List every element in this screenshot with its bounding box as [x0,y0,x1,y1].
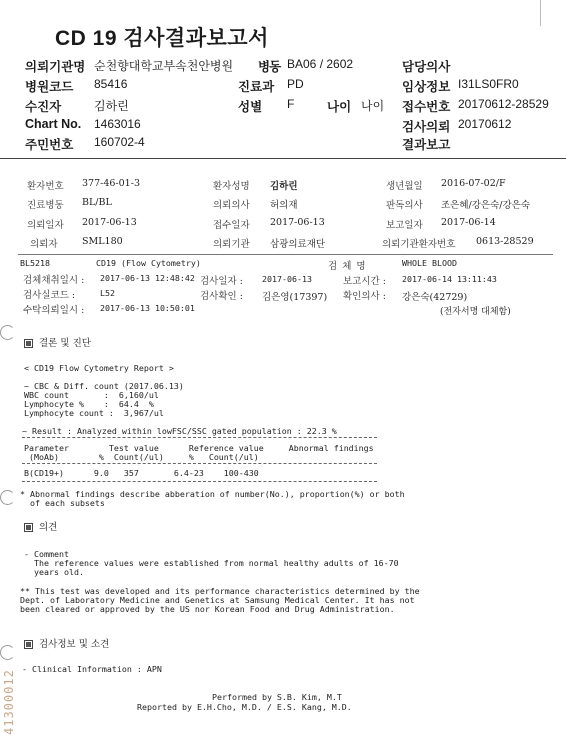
cbc-title: ~ CBC & Diff. count (2017.06.13) [24,381,184,391]
patient-label: 의뢰기관 [213,239,250,250]
header-divider [0,158,566,159]
patient-label: 보고일자 [386,220,423,231]
header-value: 20170612-28529 [458,97,549,111]
header-value: 160702-4 [94,135,145,149]
header-label: 검사의뢰 [402,120,451,134]
disclaimer-line: been cleared or approved by the US nor Korean Food and Drug Administration. [20,604,395,614]
table-row: B(CD19+) 9.0 357 6.4-23 100-430 [24,468,259,478]
abnormal-note: * Abnormal findings describe abberation of number(No.), proportion(%) or both [20,489,405,499]
comment-title: - Comment [24,549,69,559]
specimen-label: 검 체 명 [328,261,367,272]
exam-value: 강은숙(42729) [402,292,468,303]
header-label: 임상정보 [402,80,451,94]
patient-label: 환자성명 [213,181,250,192]
header-value: 1463016 [94,117,141,131]
header-label: 접수번호 [402,100,451,114]
report-title: CD 19 검사결과보고서 [55,27,269,50]
patient-value: 377-46-01-3 [82,178,140,189]
exam-info-section-title: 검사정보 및 소견 [24,636,109,650]
patient-value: 0613-28529 [476,236,534,247]
patient-label: 생년월일 [386,181,423,192]
header-label: 성별 [238,100,263,114]
table-rule [22,481,377,482]
cbc-line: Lymphocyte % : 64.4 % [24,399,154,409]
header-value: 김하린 [94,99,129,113]
patient-label: 진료병동 [27,200,64,211]
exam-value: 2017-06-14 13:11:43 [402,274,497,284]
abnormal-note: of each subsets [20,498,105,508]
patient-value: 2017-06-14 [441,217,496,228]
exam-value: 2017-06-13 12:48:42 [100,273,195,283]
table-header: Parameter Test value Reference value Abnormal findings [24,443,374,453]
exam-value: 2017-06-13 10:50:01 [100,303,195,313]
header-label: 병원코드 [25,80,74,94]
patient-label: 의뢰자 [30,239,58,250]
table-header: (MoAb) % Count(/ul) % Count(/ul) [24,452,259,462]
binder-hole [0,645,15,660]
patient-value: 2016-07-02/F [441,178,506,189]
cbc-line: WBC count : 6,160/ul [24,390,159,400]
disclaimer-line: ** This test was developed and its performance characteristics determined by the [20,586,420,596]
binder-hole [0,325,15,340]
patient-label: 환자번호 [27,181,64,192]
table-rule [22,463,377,464]
exam-name: CD19 (Flow Cytometry) [96,258,201,268]
header-value: PD [287,77,304,91]
comment-text: The reference values were established from normal healthy adults of 16-70 [24,558,399,568]
patient-value: 2017-06-13 [270,217,325,228]
specimen-value: WHOLE BLOOD [402,258,457,268]
findings-section-title: 결론 및 진단 [24,335,91,349]
header-label: 나이 [327,100,352,114]
section-bullet-icon [24,339,33,348]
signature-note: (전자서명 대체함) [440,307,511,317]
header-value: I31LS0FR0 [458,77,519,91]
patient-label: 의뢰일자 [27,220,64,231]
table-rule [22,437,377,438]
cbc-line: Lymphocyte count : 3,967/ul [24,408,164,418]
patient-label: 의뢰기관환자번호 [382,239,456,250]
exam-value: 김은영(17397) [262,292,328,303]
result-line: ~ Result : Analyzed within lowFSC/SSC gated population : 22.3 % [22,426,337,436]
patient-value: 2017-06-13 [82,217,137,228]
exam-value: 2017-06-13 [262,274,312,284]
clinical-info: - Clinical Information : APN [22,664,162,674]
header-value: 나이 [361,99,385,113]
header-label: 병동 [258,60,281,74]
patient-value: 조은혜/강은숙/강은숙 [441,200,530,211]
opinion-section-title: 의견 [24,519,57,533]
binder-hole [0,490,15,505]
side-code: 41300012 [2,669,16,735]
patient-value: SML180 [82,236,123,247]
exam-label: 확인의사 : [343,291,386,302]
header-label: 의뢰기관명 [25,60,86,74]
patient-value: 김하린 [270,181,298,192]
exam-code: BL5218 [20,258,50,268]
disclaimer-line: Dept. of Laboratory Medicine and Genetics at Samsung Medical Center. It has not [20,595,415,605]
patient-label: 접수일자 [213,220,250,231]
header-value: 순천향대학교부속천안병원 [94,59,234,73]
exam-label: 검사실코드 : [23,290,76,301]
performed-by: Performed by S.B. Kim, M.T [212,692,342,702]
header-value: 20170612 [458,117,512,131]
reported-by: Reported by E.H.Cho, M.D. / E.S. Kang, M.D. [137,702,352,712]
exam-label: 수탁의뢰일시 : [23,305,85,316]
scan-edge-line [540,0,541,26]
exam-label: 검사일자 : [200,276,243,287]
exam-label: 검사확인 : [200,291,243,302]
patient-label: 의뢰의사 [213,200,250,211]
header-label: 담당의사 [402,60,451,74]
patient-value: BL/BL [82,197,112,208]
header-value: F [287,97,295,111]
header-label: 진료과 [238,80,275,94]
header-label: 결과보고 [402,138,451,152]
header-value: 85416 [94,77,128,91]
header-value: BA06 / 2602 [287,57,354,71]
report-heading: < CD19 Flow Cytometry Report > [24,363,174,373]
patient-value: 허의재 [270,200,298,211]
patient-label: 판독의사 [386,200,423,211]
comment-text: years old. [24,567,84,577]
exam-label: 보고시간 : [343,276,386,287]
patient-divider [18,254,553,255]
header-label: 주민번호 [25,138,74,152]
patient-value: 삼광의료재단 [270,239,326,250]
exam-label: 검체채취일시 : [23,275,85,286]
header-label: Chart No. [25,117,82,131]
exam-value: L52 [100,288,115,298]
section-bullet-icon [24,523,33,532]
section-bullet-icon [24,640,33,649]
header-label: 수진자 [25,100,62,114]
